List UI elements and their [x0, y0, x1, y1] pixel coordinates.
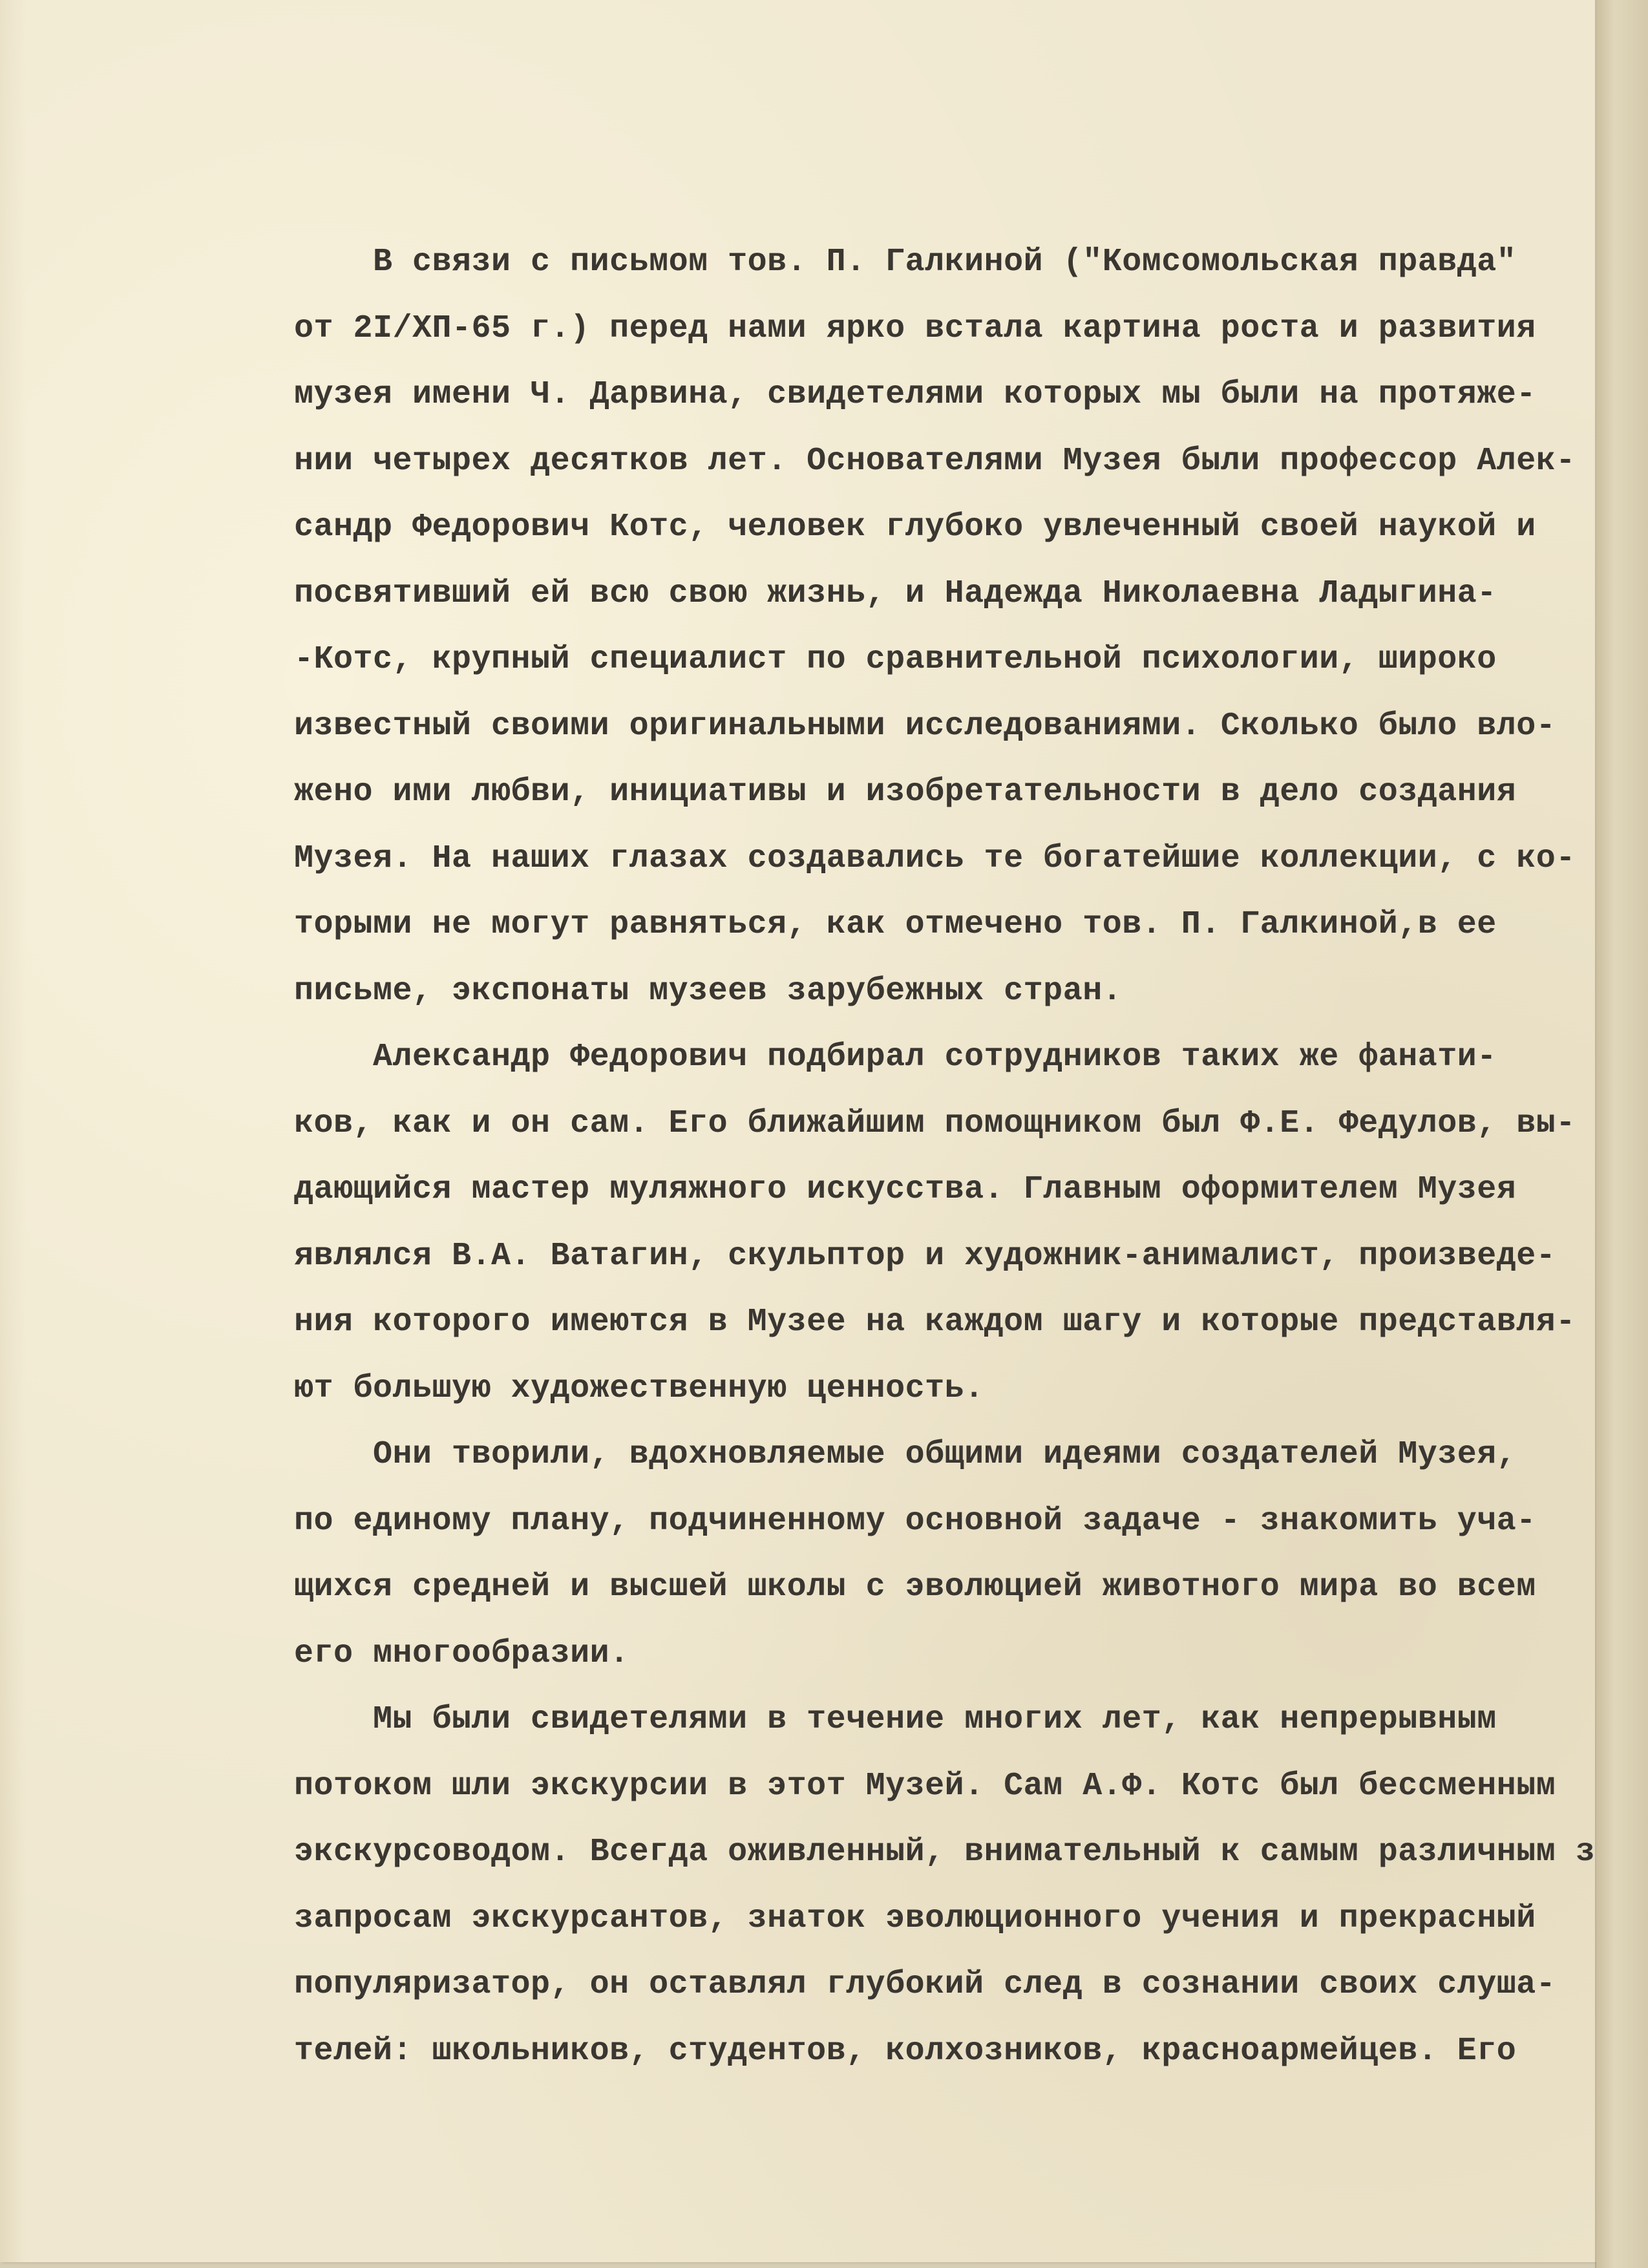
text-line: популяризатор, он оставлял глубокий след в сознании своих слуша- [294, 1966, 1556, 2003]
text-line: торыми не могут равняться, как отмечено тов. П. Галкиной,в ее [294, 906, 1497, 943]
text-line: нии четырех десятков лет. Основателями Музея были профессор Алек- [294, 442, 1576, 480]
text-line: телей: школьников, студентов, колхозников, красноармейцев. Его [294, 2032, 1517, 2070]
text-line: потоком шли экскурсии в этот Музей. Сам А.Ф. Котс был бессменным [294, 1767, 1556, 1805]
text-line: ков, как и он сам. Его ближайшим помощником был Ф.Е. Федулов, вы- [294, 1105, 1576, 1142]
text-line: письме, экспонаты музеев зарубежных стран. [294, 972, 1123, 1010]
text-line: ния которого имеются в Музее на каждом шагу и которые представля- [294, 1304, 1576, 1341]
text-line: его многообразии. [294, 1635, 629, 1672]
text-line: Они творили, вдохновляемые общими идеями создателей Музея, [294, 1436, 1517, 1473]
text-line: Александр Федорович подбирал сотрудников таких же фанати- [294, 1039, 1497, 1076]
text-line: сандр Федорович Котс, человек глубоко увлеченный своей наукой и [294, 509, 1536, 546]
text-line: -Котс, крупный специалист по сравнительной психологии, широко [294, 641, 1497, 678]
text-line: известный своими оригинальными исследованиями. Сколько было вло- [294, 707, 1556, 745]
scanner-background-strip [1596, 0, 1648, 2268]
text-line: щихся средней и высшей школы с эволюцией животного мира во всем [294, 1569, 1536, 1606]
text-line: посвятивший ей всю свою жизнь, и Надежда Николаевна Ладыгина- [294, 575, 1497, 612]
text-line: от 2I/XП-65 г.) перед нами ярко встала картина роста и развития [294, 310, 1536, 347]
text-line: являлся В.А. Ватагин, скульптор и художник-анималист, произведе- [294, 1237, 1556, 1275]
text-line: В связи с письмом тов. П. Галкиной ("Комсомольская правда" [294, 244, 1517, 281]
text-line: экскурсоводом. Всегда оживленный, внимательный к самым различным з [294, 1834, 1596, 1871]
text-line: жено ими любви, инициативы и изобретательности в дело создания [294, 774, 1517, 811]
text-line: по единому плану, подчиненному основной задаче - знакомить уча- [294, 1502, 1536, 1540]
typewritten-text [294, 229, 1596, 2084]
text-line: ют большую художественную ценность. [294, 1370, 984, 1407]
text-line: Мы были свидетелями в течение многих лет, как непрерывным [294, 1701, 1497, 1738]
text-line: музея имени Ч. Дарвина, свидетелями которых мы были на протяже- [294, 376, 1536, 413]
text-line: Музея. На наших глазах создавались те богатейшие коллекции, с ко- [294, 840, 1576, 877]
text-line: дающийся мастер муляжного искусства. Главным оформителем Музея [294, 1171, 1517, 1208]
text-line: запросам экскурсантов, знаток эволюционного учения и прекрасный [294, 1900, 1536, 1937]
